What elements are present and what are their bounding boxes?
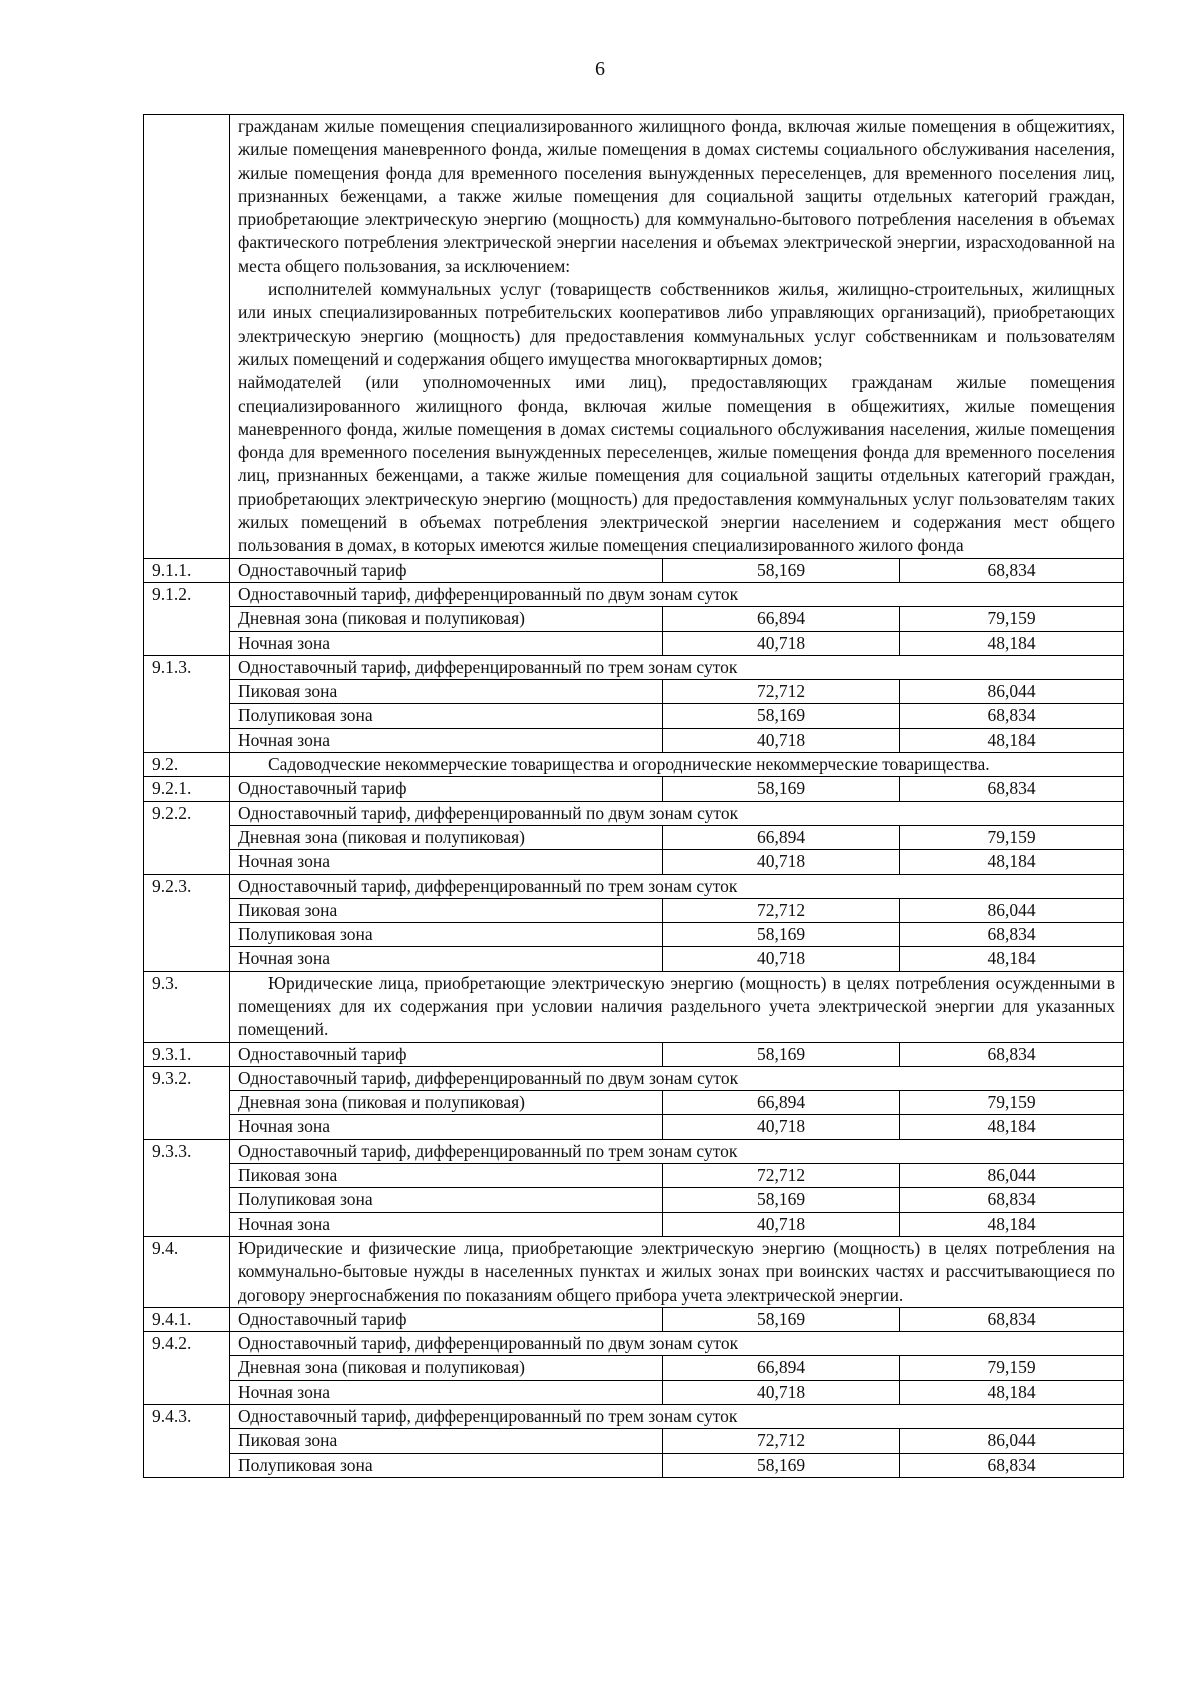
row-number: 9.2.1.: [144, 777, 230, 801]
tariff-value-1: 58,169: [663, 704, 900, 728]
row-number: [144, 704, 230, 728]
tariff-value-2: 68,834: [900, 777, 1124, 801]
table-row: [144, 1139, 1124, 1163]
table-row: [144, 825, 1124, 849]
tariff-group-header: Одноставочный тариф, дифференцированный по двум зонам суток: [230, 801, 1124, 825]
table-row: [144, 655, 1124, 679]
row-number: [144, 1429, 230, 1453]
intro-paragraph: исполнителей коммунальных услуг (товариществ собственников жилья, жилищно-строительных, жилищных или иных специализированных потребительских кооперативов либо управляющих организаций), приобретающих электрическую энергию (мощность) для предоставления коммунальных услуг собственникам и пользователям жилых помещений и содержания общего имущества многоквартирных домов;: [238, 279, 1116, 369]
table-row: [144, 704, 1124, 728]
intro-row: [144, 115, 1124, 559]
section-text: Юридические лица, приобретающие электрическую энергию (мощность) в целях потребления осужденными в помещениях для их содержания при условии наличия раздельного учета электрической энергии для указанных помещений.: [238, 972, 1116, 1040]
row-number: [144, 1453, 230, 1477]
tariff-name: Полупиковая зона: [230, 1188, 663, 1212]
tariff-value-1: 72,712: [663, 898, 900, 922]
tariff-name: Дневная зона (пиковая и полупиковая): [230, 825, 663, 849]
tariff-name: Одноставочный тариф: [230, 558, 663, 582]
table-row: [144, 1212, 1124, 1236]
tariff-group-header: Одноставочный тариф, дифференцированный по двум зонам суток: [230, 1066, 1124, 1090]
row-number: [144, 1091, 230, 1115]
table-row: [144, 923, 1124, 947]
row-number: 9.4.2.: [144, 1332, 230, 1356]
table-row: [144, 947, 1124, 971]
tariff-group-header: Одноставочный тариф, дифференцированный по трем зонам суток: [230, 1139, 1124, 1163]
row-number: [144, 1380, 230, 1404]
tariff-value-2: 79,159: [900, 607, 1124, 631]
tariff-group-header: Одноставочный тариф, дифференцированный по трем зонам суток: [230, 1405, 1124, 1429]
table-row: [144, 1115, 1124, 1139]
intro-text: [230, 115, 1124, 559]
table-row: [144, 1188, 1124, 1212]
tariff-group-header: Одноставочный тариф, дифференцированный по трем зонам суток: [230, 655, 1124, 679]
tariff-name: Пиковая зона: [230, 1164, 663, 1188]
table-row: [144, 1453, 1124, 1477]
row-number: [144, 923, 230, 947]
tariff-value-2: 79,159: [900, 1356, 1124, 1380]
tariff-value-2: 48,184: [900, 850, 1124, 874]
row-number: 9.4.3.: [144, 1405, 230, 1429]
tariff-value-2: 48,184: [900, 631, 1124, 655]
intro-paragraph: гражданам жилые помещения специализированного жилищного фонда, включая жилые помещения в общежитиях, жилые помещения маневренного фонда, жилые помещения в домах системы социального обслуживания населения, жилые помещения фонда для временного поселения вынужденных переселенцев, для временного поселения лиц, признанных беженцами, а также жилые помещения для социальной защиты отдельных категорий граждан, приобретающие электрическую энергию (мощность) для коммунально-бытового потребления населения в объемах фактического потребления электрической энергии населения и объемах электрической энергии, израсходованной на места общего пользования, за исключением:: [238, 116, 1116, 276]
tariff-value-1: 58,169: [663, 777, 900, 801]
tariff-value-1: 40,718: [663, 631, 900, 655]
row-number: [144, 898, 230, 922]
table-row: [144, 753, 1124, 777]
table-row: [144, 728, 1124, 752]
row-number: 9.3.: [144, 971, 230, 1042]
tariff-value-2: 48,184: [900, 947, 1124, 971]
tariff-value-1: 58,169: [663, 1307, 900, 1331]
table-row: [144, 1236, 1124, 1307]
table-row: [144, 898, 1124, 922]
tariff-name: Пиковая зона: [230, 1429, 663, 1453]
tariff-name: Пиковая зона: [230, 680, 663, 704]
row-number: 9.1.2.: [144, 582, 230, 606]
tariff-value-1: 58,169: [663, 1188, 900, 1212]
row-number: [144, 631, 230, 655]
table-row: [144, 1307, 1124, 1331]
tariff-name: Ночная зона: [230, 1115, 663, 1139]
row-number: [144, 1164, 230, 1188]
table-row: [144, 801, 1124, 825]
tariff-value-2: 86,044: [900, 898, 1124, 922]
tariff-name: Ночная зона: [230, 1212, 663, 1236]
tariff-value-2: 68,834: [900, 1042, 1124, 1066]
row-number: 9.2.3.: [144, 874, 230, 898]
tariff-name: Дневная зона (пиковая и полупиковая): [230, 1091, 663, 1115]
tariff-name: Ночная зона: [230, 728, 663, 752]
row-number: 9.4.: [144, 1236, 230, 1307]
table-row: [144, 1066, 1124, 1090]
row-number: 9.3.1.: [144, 1042, 230, 1066]
tariff-name: Полупиковая зона: [230, 923, 663, 947]
tariff-value-2: 48,184: [900, 728, 1124, 752]
row-number: [144, 115, 230, 559]
tariff-table: [143, 114, 1124, 1478]
table-row: [144, 1429, 1124, 1453]
table-row: [144, 971, 1124, 1042]
tariff-value-1: 72,712: [663, 680, 900, 704]
table-row: [144, 1380, 1124, 1404]
section-text: Юридические и физические лица, приобретающие электрическую энергию (мощность) в целях потребления на коммунально-бытовые нужды в населенных пунктах и жилых зонах при воинских частях и рассчитывающиеся по договору энергоснабжения по показаниям общего прибора учета электрической энергии.: [238, 1237, 1116, 1305]
tariff-value-1: 66,894: [663, 825, 900, 849]
tariff-value-1: 72,712: [663, 1164, 900, 1188]
tariff-name: Ночная зона: [230, 1380, 663, 1404]
tariff-value-2: 86,044: [900, 680, 1124, 704]
row-number: [144, 728, 230, 752]
intro-paragraph: наймодателей (или уполномоченных ими лиц), предоставляющих гражданам жилые помещения специализированного жилищного фонда, включая жилые помещения в общежитиях, жилые помещения маневренного фонда, жилые помещения в домах системы социального обслуживания населения, жилые помещения фонда для временного поселения вынужденных переселенцев, жилые помещения фонда для временного поселения лиц, признанных беженцами, а также жилые помещения для социальной защиты отдельных категорий граждан, приобретающих электрическую энергию (мощность) для предоставления коммунальных услуг пользователям таких жилых помещений в объемах потребления электрической энергии населением и содержания мест общего пользования в домах, в которых имеются жилые помещения специализированного жилого фонда: [238, 372, 1116, 556]
tariff-value-2: 48,184: [900, 1380, 1124, 1404]
table-row: [144, 582, 1124, 606]
tariff-value-2: 68,834: [900, 1307, 1124, 1331]
tariff-group-header: Одноставочный тариф, дифференцированный по двум зонам суток: [230, 582, 1124, 606]
tariff-value-1: 40,718: [663, 1380, 900, 1404]
tariff-value-1: 66,894: [663, 607, 900, 631]
table-row: [144, 1332, 1124, 1356]
table-row: [144, 1091, 1124, 1115]
tariff-name: Полупиковая зона: [230, 1453, 663, 1477]
tariff-value-1: 66,894: [663, 1356, 900, 1380]
tariff-value-1: 58,169: [663, 1453, 900, 1477]
tariff-name: Одноставочный тариф: [230, 777, 663, 801]
row-number: [144, 947, 230, 971]
row-number: 9.1.1.: [144, 558, 230, 582]
row-number: 9.2.2.: [144, 801, 230, 825]
table-row: [144, 680, 1124, 704]
tariff-table-body: [144, 115, 1124, 1478]
section-text: Садоводческие некоммерческие товарищества и огороднические некоммерческие товарищества.: [268, 754, 990, 775]
tariff-name: Ночная зона: [230, 631, 663, 655]
tariff-value-2: 86,044: [900, 1429, 1124, 1453]
row-number: 9.3.3.: [144, 1139, 230, 1163]
row-number: [144, 825, 230, 849]
tariff-value-1: 58,169: [663, 1042, 900, 1066]
table-row: [144, 1405, 1124, 1429]
row-number: [144, 1212, 230, 1236]
tariff-name: Пиковая зона: [230, 898, 663, 922]
section-title: [230, 753, 1124, 777]
tariff-name: Одноставочный тариф: [230, 1042, 663, 1066]
row-number: [144, 680, 230, 704]
table-row: [144, 1164, 1124, 1188]
table-row: [144, 777, 1124, 801]
tariff-value-2: 48,184: [900, 1212, 1124, 1236]
row-number: 9.4.1.: [144, 1307, 230, 1331]
tariff-value-1: 40,718: [663, 1212, 900, 1236]
tariff-value-1: 40,718: [663, 947, 900, 971]
tariff-value-1: 40,718: [663, 728, 900, 752]
tariff-value-2: 68,834: [900, 1188, 1124, 1212]
tariff-group-header: Одноставочный тариф, дифференцированный по трем зонам суток: [230, 874, 1124, 898]
tariff-value-2: 86,044: [900, 1164, 1124, 1188]
tariff-value-2: 68,834: [900, 704, 1124, 728]
tariff-name: Дневная зона (пиковая и полупиковая): [230, 1356, 663, 1380]
table-row: [144, 558, 1124, 582]
tariff-value-2: 79,159: [900, 825, 1124, 849]
row-number: 9.3.2.: [144, 1066, 230, 1090]
tariff-value-2: 68,834: [900, 923, 1124, 947]
tariff-value-1: 58,169: [663, 923, 900, 947]
tariff-value-2: 79,159: [900, 1091, 1124, 1115]
table-row: [144, 631, 1124, 655]
table-row: [144, 874, 1124, 898]
row-number: [144, 1188, 230, 1212]
table-row: [144, 1356, 1124, 1380]
section-title: [230, 1236, 1124, 1307]
tariff-name: Полупиковая зона: [230, 704, 663, 728]
row-number: [144, 1356, 230, 1380]
row-number: [144, 850, 230, 874]
tariff-name: Ночная зона: [230, 947, 663, 971]
row-number: [144, 1115, 230, 1139]
tariff-value-2: 68,834: [900, 1453, 1124, 1477]
tariff-value-1: 66,894: [663, 1091, 900, 1115]
page-number: 6: [595, 58, 605, 80]
table-row: [144, 1042, 1124, 1066]
tariff-value-2: 68,834: [900, 558, 1124, 582]
table-row: [144, 607, 1124, 631]
row-number: 9.2.: [144, 753, 230, 777]
tariff-value-1: 40,718: [663, 850, 900, 874]
tariff-value-1: 40,718: [663, 1115, 900, 1139]
row-number: 9.1.3.: [144, 655, 230, 679]
row-number: [144, 607, 230, 631]
tariff-group-header: Одноставочный тариф, дифференцированный по двум зонам суток: [230, 1332, 1124, 1356]
section-title: [230, 971, 1124, 1042]
tariff-name: Ночная зона: [230, 850, 663, 874]
table-row: [144, 850, 1124, 874]
tariff-value-1: 72,712: [663, 1429, 900, 1453]
tariff-value-2: 48,184: [900, 1115, 1124, 1139]
tariff-name: Дневная зона (пиковая и полупиковая): [230, 607, 663, 631]
tariff-name: Одноставочный тариф: [230, 1307, 663, 1331]
tariff-value-1: 58,169: [663, 558, 900, 582]
